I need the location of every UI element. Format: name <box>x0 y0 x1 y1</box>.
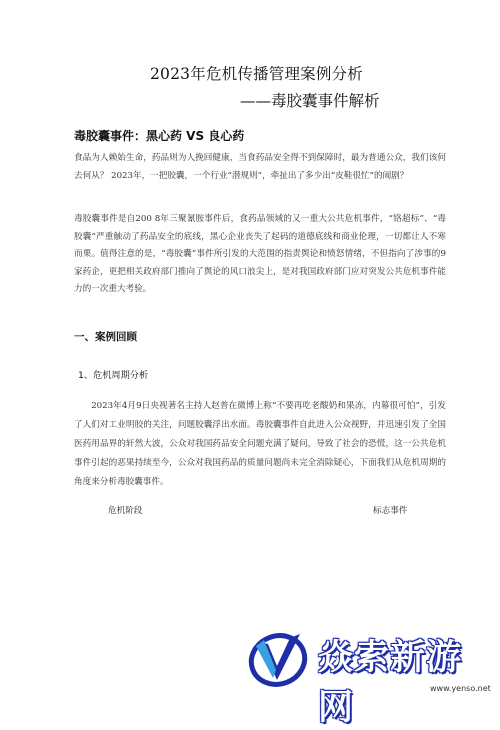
body-paragraph: 2023年4月9日央视著名主持人赵普在微博上称“不要再吃老酸奶和果冻，内幕很可怕”，引发了人们对工业明胶的关注，问题胶囊浮出水面。毒胶囊事件自此进入公众视野，并迅速引发了全国医药用品界的轩然大波，公众对我国药品安全问题充满了疑问，导致了社会的恐慌，这一公共危机事件引起的恶果持续至今，公众对我国药品的质量问题尚未完全消除疑心，下面我们从危机周期的角度来分析毒胶囊事件。 <box>74 401 446 487</box>
subsection-heading: 1、危机周期分析 <box>78 370 149 381</box>
table-header-stage: 危机阶段 <box>108 506 143 516</box>
intro-paragraph-1: 食品为人赖始生命，药品则为人挽回健康，当食药品安全得不到保障时，最为普通公众，我们该何去何从？ 2023年，一把胶囊，一个行业“潜规则”，牵扯出了多少出“皮鞋很忙”的闹剧？ <box>74 153 446 181</box>
section-heading: 一、案例回顾 <box>74 331 137 343</box>
watermark <box>240 618 495 728</box>
watermark-url: www.yenso.net <box>430 684 491 693</box>
intro-paragraph-2: 毒胶囊事件是自200 8年三聚氰胺事件后，食药品领域的又一重大公共危机事件，“铬超标”、“毒胶囊”严重触动了药品安全的底线，黑心企业丧失了起码的道德底线和商业伦理，一切都让人不寒而栗。值得注意的是，“毒胶囊”事件所引发的大范围的指责舆论和愤怒情绪，不但指向了涉事的9家药企，更把相关政府部门推向了舆论的风口浪尖上，是对我国政府部门应对突发公共危机事件能力的一次重大考验。 <box>74 214 446 295</box>
table-header-event: 标志事件 <box>373 506 408 516</box>
logo-v-icon <box>246 626 310 690</box>
article-subtitle: 毒胶囊事件：黑心药 VS 良心药 <box>74 129 245 143</box>
document-title-sub: ——毒胶囊事件解析 <box>240 92 380 110</box>
watermark-text: 焱索新游网 <box>318 638 463 728</box>
document-title: 2023年危机传播管理案例分析 <box>150 65 363 83</box>
